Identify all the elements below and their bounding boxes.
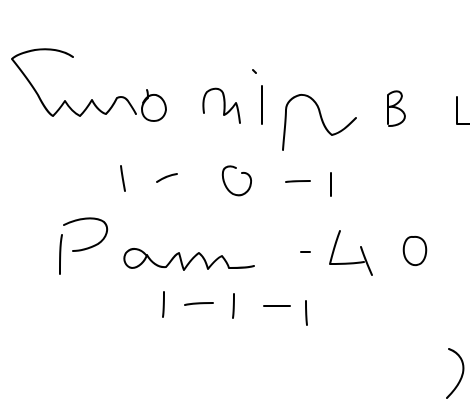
handwritten-line-pan-40 — [60, 218, 426, 275]
handwritten-line-gucin-bl — [12, 49, 470, 150]
handwritten-line-paren — [447, 349, 463, 398]
handwritten-line-1-1-1 — [163, 292, 307, 325]
handwritten-line-1-0-1 — [121, 166, 331, 196]
